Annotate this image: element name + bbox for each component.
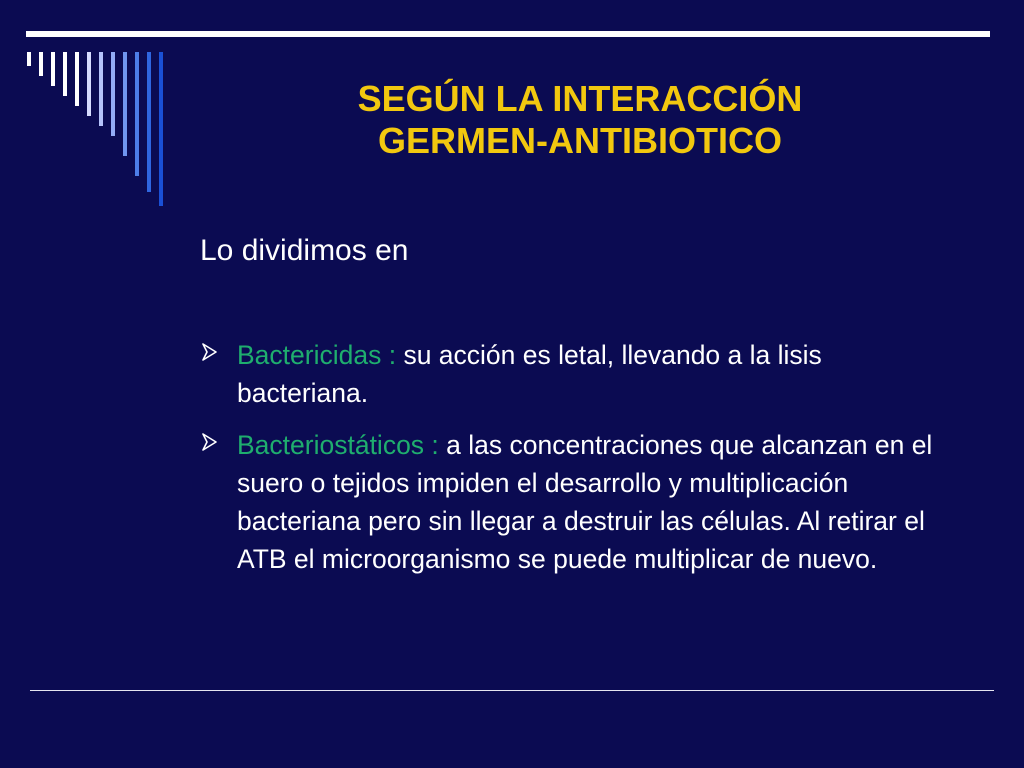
slide-title-line: GERMEN-ANTIBIOTICO [378,120,782,161]
decor-bar [99,52,103,126]
slide-title-line: SEGÚN LA INTERACCIÓN [357,78,803,119]
bullet-text [237,336,960,412]
bullet-description: su acción es letal, llevando a la lisis bacteriana. [237,340,822,408]
decor-bar [135,52,139,176]
arrow-bullet-icon [200,433,218,451]
intro-text: Lo dividimos en [200,234,409,267]
bullet-text [237,426,960,578]
decor-bar [87,52,91,116]
bullet-term: Bacteriostáticos : [237,430,439,460]
decor-bar [39,52,43,76]
decor-bar [75,52,79,106]
vertical-bars-decoration [0,0,180,220]
bullet-item [200,336,960,412]
bullet-description: a las concentraciones que alcanzan en el suero o tejidos impiden el desarrollo y multiplicación bacteriana pero sin llegar a destruir las células. Al retirar el ATB el microorganismo se puede multiplicar de nuevo. [237,430,933,574]
arrow-bullet-icon [200,343,218,361]
decor-bar [111,52,115,136]
decor-bar [51,52,55,86]
decor-bar [27,52,31,66]
bullet-item [200,426,960,578]
decor-bar [123,52,127,156]
decor-bar [147,52,151,192]
bullet-list [200,336,960,592]
decor-bar [63,52,67,96]
bullet-term: Bactericidas : [237,340,397,370]
decor-bar [159,52,163,206]
bottom-rule [30,690,994,691]
slide-title [220,78,940,162]
